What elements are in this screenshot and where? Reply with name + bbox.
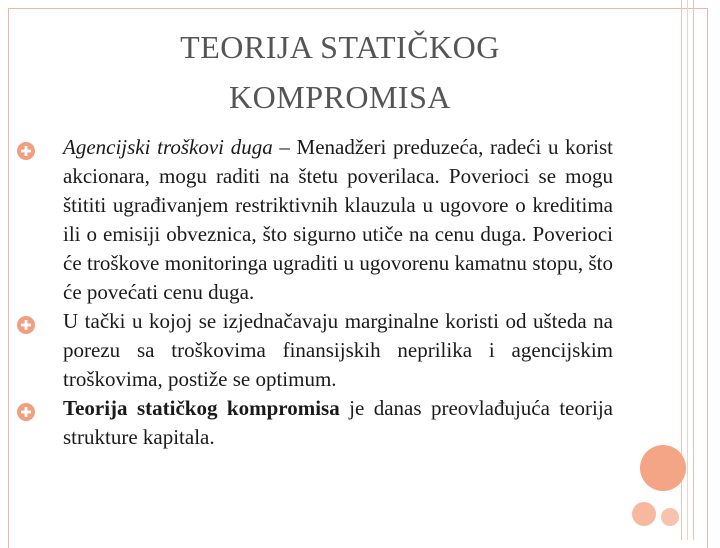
bullet-item-agency-costs: [63, 133, 613, 307]
slide-title: [100, 22, 580, 122]
circle-plus-icon: [17, 316, 35, 334]
title-line-2: KOMPROMISA: [229, 79, 451, 115]
bullet-text: U tački u kojoj se izjednačavaju marginalne koristi od ušteda na porezu sa troškovima finansijskih neprilika i agencijskim troškovima, postiže se optimum.: [63, 309, 613, 391]
decorative-circle-large: [640, 445, 686, 491]
bullet-italic-term: Agencijski troškovi duga: [63, 135, 273, 159]
circle-plus-icon: [17, 403, 35, 421]
bullet-list: [63, 133, 613, 452]
circle-plus-icon: [17, 142, 35, 160]
bullet-text: je danas preovlađujuća teorija strukture kapitala.: [63, 396, 613, 449]
decorative-line: [693, 0, 694, 540]
bullet-item-optimum: [63, 307, 613, 394]
bullet-bold-term: Teorija statičkog kompromisa: [63, 396, 340, 420]
bullet-text: – Menadžeri preduzeća, radeći u korist akcionara, mogu raditi na štetu poverilaca. Poverioci se mogu štititi ugrađivanjem restriktivnih klauzula u ugovore o kreditima ili o emisiji obveznica, što sigurno utiče na cenu duga. Poverioci će troškove monitoringa ugraditi u ugovorenu kamatnu stopu, što će povećati cenu duga.: [63, 135, 614, 304]
title-line-1: TEORIJA STATIČKOG: [180, 29, 500, 65]
decorative-circle-medium: [632, 502, 656, 526]
decorative-circle-small: [661, 508, 679, 526]
bullet-item-static-tradeoff: [63, 394, 613, 452]
decorative-line: [687, 0, 688, 540]
